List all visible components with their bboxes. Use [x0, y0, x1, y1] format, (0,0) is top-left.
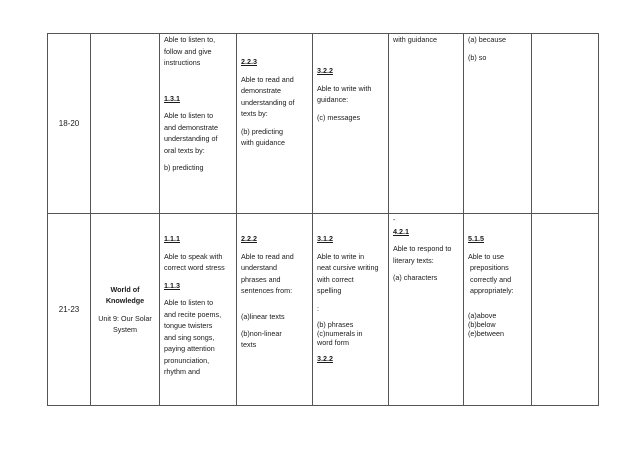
literature-cell: [389, 34, 464, 214]
listening-cell: [160, 34, 237, 214]
skill-code: 1.1.1: [164, 234, 180, 243]
theme-cell: [91, 214, 160, 406]
reading-cell: [237, 34, 313, 214]
skill-code: 1.1.3: [164, 280, 180, 290]
text-line: understand: [241, 263, 277, 272]
text-line: Able to write in: [317, 251, 365, 261]
text-line: with correct: [317, 274, 354, 284]
week-cell: 21-23: [48, 214, 91, 406]
table-row: [48, 34, 599, 214]
text-line: (a) characters: [393, 273, 438, 282]
text-line: (c)numerals in: [317, 329, 363, 338]
text-line: sentences from:: [241, 286, 293, 295]
text-line: spelling: [317, 286, 342, 295]
text-line: :: [317, 303, 319, 313]
text-line: paying attention: [164, 344, 215, 353]
text-line: instructions: [164, 58, 201, 67]
text-line: Able to listen to,: [164, 35, 216, 44]
text-line: word form: [317, 338, 349, 347]
text-line: with guidance: [393, 35, 437, 44]
skill-code: 1.3.1: [164, 93, 180, 103]
text-line: with guidance: [241, 138, 285, 147]
text-line: appropriately:: [468, 286, 514, 295]
skill-code: 4.2.1: [393, 226, 409, 236]
text-line: Able to write with: [317, 83, 372, 93]
text-line: (c) messages: [317, 112, 361, 122]
text-line: b) predicting: [164, 163, 204, 172]
text-line: texts: [241, 339, 257, 349]
text-line: and demonstrate: [164, 122, 218, 132]
text-line: follow and give: [164, 46, 212, 56]
notes-cell: [532, 214, 599, 406]
text-line: Able to respond to: [393, 244, 452, 253]
skill-code: 2.2.3: [241, 57, 257, 66]
reading-cell: [237, 214, 313, 406]
text-line: Able to listen to: [164, 298, 214, 307]
notes-cell: [532, 34, 599, 214]
text-line: and sing songs,: [164, 332, 215, 342]
lesson-plan-table: [47, 33, 599, 406]
grammar-cell: [464, 34, 532, 214]
theme-title: World of: [110, 284, 140, 294]
text-line: (b) phrases: [317, 320, 354, 329]
text-line: Able to speak with: [164, 251, 223, 261]
listening-cell: [160, 214, 237, 406]
text-line: prepositions: [468, 263, 509, 272]
skill-code: 5.1.5: [468, 234, 484, 243]
text-line: Able to listen to: [164, 111, 214, 120]
text-line: (b) so: [468, 52, 487, 62]
text-line: (a)linear texts: [241, 311, 285, 321]
skill-code: 3.1.2: [317, 234, 333, 243]
text-line: demonstrate: [241, 86, 281, 95]
text-line: literary texts:: [393, 255, 434, 265]
text-line: texts by:: [241, 109, 268, 118]
text-line: rhythm and: [164, 367, 200, 376]
text-line: phrases and: [241, 274, 281, 284]
text-line: -: [393, 215, 396, 224]
text-line: (a) because: [468, 35, 506, 44]
writing-cell: [313, 214, 389, 406]
skill-code: 3.2.2: [317, 354, 333, 363]
skill-code: 2.2.2: [241, 234, 257, 243]
week-cell: 18-20: [48, 34, 91, 214]
literature-cell: [389, 214, 464, 406]
text-line: (b)non-linear: [241, 329, 282, 338]
text-line: and recite poems,: [164, 309, 222, 319]
table-row: [48, 214, 599, 406]
writing-cell: [313, 34, 389, 214]
text-line: tongue twisters: [164, 321, 213, 330]
text-line: Able to read and: [241, 251, 294, 261]
text-line: (b) predicting: [241, 126, 283, 136]
grammar-cell: [464, 214, 532, 406]
theme-cell: [91, 34, 160, 214]
theme-title: Knowledge: [105, 296, 145, 305]
text-line: correctly and: [468, 274, 512, 284]
unit-title: System: [113, 325, 137, 334]
text-line: neat cursive writing: [317, 263, 379, 272]
text-line: guidance:: [317, 95, 349, 104]
text-line: correct word stress: [164, 263, 225, 272]
text-line: (a)above: [468, 310, 497, 320]
text-line: Able to read and: [241, 74, 294, 84]
text-line: Able to use: [468, 251, 504, 261]
text-line: understanding of: [164, 134, 218, 143]
unit-title: Unit 9: Our Solar: [98, 313, 152, 323]
skill-code: 3.2.2: [317, 66, 333, 75]
text-line: oral texts by:: [164, 145, 205, 155]
text-line: pronunciation,: [164, 355, 210, 365]
text-line: (e)between: [468, 328, 504, 338]
text-line: (b)below: [468, 319, 496, 329]
text-line: understanding of: [241, 97, 295, 107]
